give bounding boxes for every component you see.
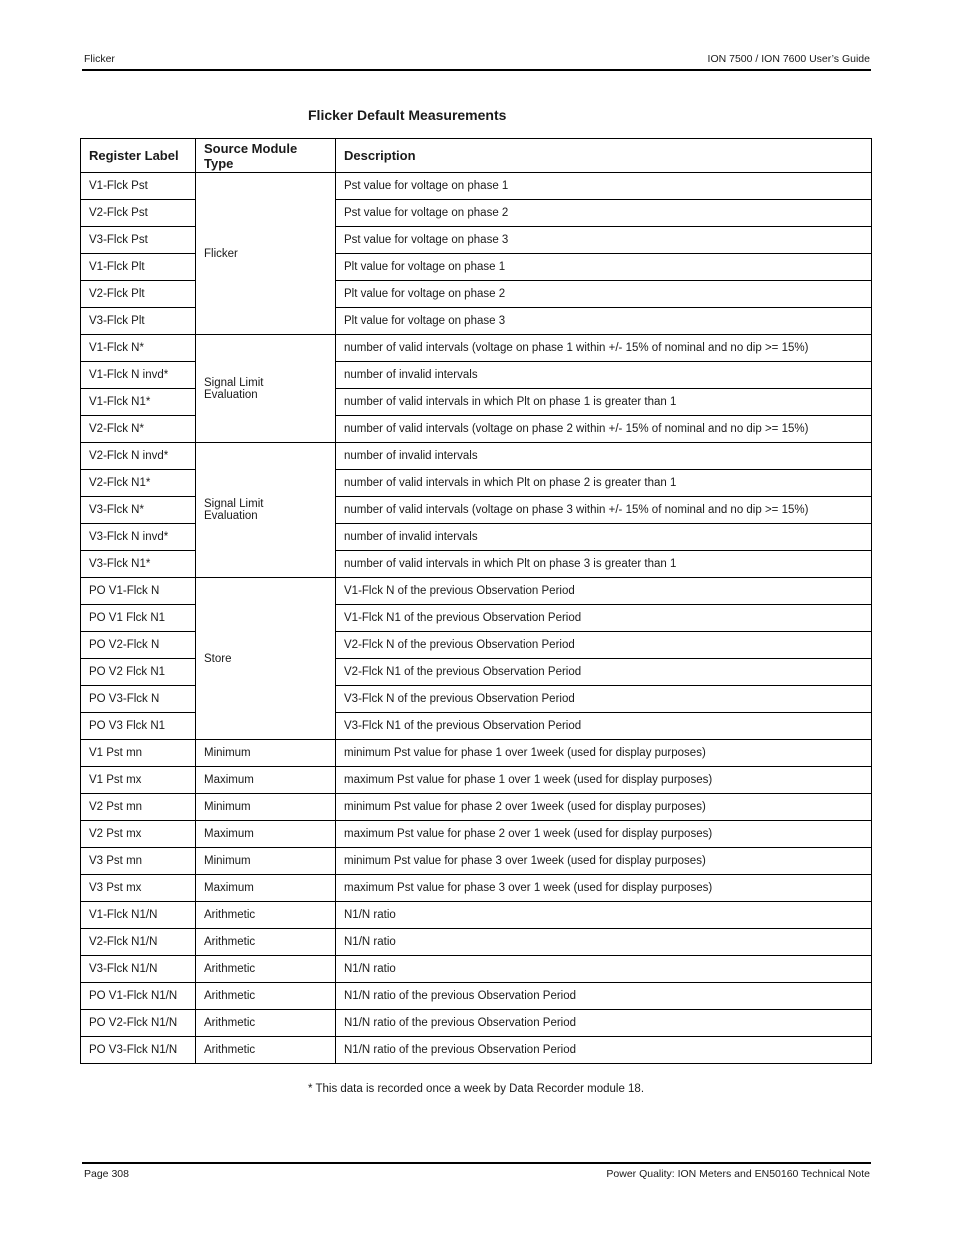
register-label-cell: V1-Flck N1* (81, 389, 196, 416)
source-module-type-cell: Signal Limit Evaluation (196, 335, 336, 443)
register-label-cell: V2 Pst mx (81, 821, 196, 848)
description-cell: N1/N ratio (336, 929, 872, 956)
description-cell: number of valid intervals (voltage on phase 3 within +/- 15% of nominal and no dip >= 15%) (336, 497, 872, 524)
register-label-cell: V3-Flck N invd* (81, 524, 196, 551)
table-row (81, 335, 872, 362)
description-cell: N1/N ratio (336, 902, 872, 929)
description-cell: Pst value for voltage on phase 3 (336, 227, 872, 254)
description-cell: N1/N ratio of the previous Observation Period (336, 1010, 872, 1037)
register-label-cell: V1-Flck Pst (81, 173, 196, 200)
description-cell: number of valid intervals in which Plt on phase 1 is greater than 1 (336, 389, 872, 416)
description-cell: minimum Pst value for phase 1 over 1week (used for display purposes) (336, 740, 872, 767)
source-module-type-cell: Maximum (196, 767, 336, 794)
description-cell: number of valid intervals in which Plt on phase 3 is greater than 1 (336, 551, 872, 578)
column-header-description: Description (336, 139, 872, 173)
source-module-type-cell: Signal Limit Evaluation (196, 443, 336, 578)
table-row (81, 902, 872, 929)
source-module-type-cell: Arithmetic (196, 1037, 336, 1064)
source-module-type-cell: Flicker (196, 173, 336, 335)
table-header-row (81, 139, 872, 173)
description-cell: V3-Flck N of the previous Observation Period (336, 686, 872, 713)
source-module-type-cell: Arithmetic (196, 983, 336, 1010)
source-module-type-cell: Maximum (196, 875, 336, 902)
table-row (81, 875, 872, 902)
register-label-cell: V3-Flck Pst (81, 227, 196, 254)
footnote: * This data is recorded once a week by Data Recorder module 18. (308, 1083, 645, 1095)
description-cell: V2-Flck N of the previous Observation Period (336, 632, 872, 659)
description-cell: N1/N ratio of the previous Observation Period (336, 983, 872, 1010)
source-module-type-cell: Minimum (196, 740, 336, 767)
register-label-cell: V3-Flck N1* (81, 551, 196, 578)
source-module-type-cell: Arithmetic (196, 1010, 336, 1037)
source-module-type-cell: Minimum (196, 794, 336, 821)
page-number: Page 308 (84, 1168, 129, 1180)
register-label-cell: V3-Flck N* (81, 497, 196, 524)
source-module-type-cell: Maximum (196, 821, 336, 848)
register-label-cell: V1 Pst mn (81, 740, 196, 767)
register-label-cell: PO V2-Flck N (81, 632, 196, 659)
description-cell: N1/N ratio of the previous Observation Period (336, 1037, 872, 1064)
description-cell: Plt value for voltage on phase 3 (336, 308, 872, 335)
register-label-cell: V1 Pst mx (81, 767, 196, 794)
table-row (81, 578, 872, 605)
description-cell: maximum Pst value for phase 2 over 1 week (used for display purposes) (336, 821, 872, 848)
source-module-type-cell: Arithmetic (196, 929, 336, 956)
table-row (81, 983, 872, 1010)
register-label-cell: V1-Flck Plt (81, 254, 196, 281)
register-label-cell: V2 Pst mn (81, 794, 196, 821)
register-label-cell: V2-Flck Plt (81, 281, 196, 308)
description-cell: number of valid intervals in which Plt on phase 2 is greater than 1 (336, 470, 872, 497)
register-label-cell: V3 Pst mn (81, 848, 196, 875)
table-row (81, 929, 872, 956)
register-label-cell: V1-Flck N invd* (81, 362, 196, 389)
description-cell: maximum Pst value for phase 3 over 1 week (used for display purposes) (336, 875, 872, 902)
register-label-cell: V3 Pst mx (81, 875, 196, 902)
table-row (81, 956, 872, 983)
description-cell: V3-Flck N1 of the previous Observation Period (336, 713, 872, 740)
register-label-cell: V3-Flck Plt (81, 308, 196, 335)
description-cell: V1-Flck N1 of the previous Observation Period (336, 605, 872, 632)
source-module-type-cell: Store (196, 578, 336, 740)
running-header-section: Flicker (84, 53, 115, 65)
column-header-source-module-type: Source Module Type (196, 139, 336, 173)
register-label-cell: PO V1-Flck N (81, 578, 196, 605)
table-row (81, 1037, 872, 1064)
table-row (81, 821, 872, 848)
register-label-cell: PO V2 Flck N1 (81, 659, 196, 686)
header-rule (82, 69, 871, 71)
register-label-cell: V1-Flck N* (81, 335, 196, 362)
description-cell: Plt value for voltage on phase 2 (336, 281, 872, 308)
register-label-cell: V2-Flck N1/N (81, 929, 196, 956)
table-body (81, 173, 872, 1064)
description-cell: number of valid intervals (voltage on phase 1 within +/- 15% of nominal and no dip >= 15%) (336, 335, 872, 362)
register-label-cell: V2-Flck N* (81, 416, 196, 443)
footer-document-title: Power Quality: ION Meters and EN50160 Technical Note (606, 1168, 870, 1180)
description-cell: minimum Pst value for phase 2 over 1week (used for display purposes) (336, 794, 872, 821)
source-module-type-cell: Arithmetic (196, 956, 336, 983)
description-cell: maximum Pst value for phase 1 over 1 week (used for display purposes) (336, 767, 872, 794)
description-cell: V1-Flck N of the previous Observation Period (336, 578, 872, 605)
table-row (81, 767, 872, 794)
table-row (81, 443, 872, 470)
register-label-cell: PO V1 Flck N1 (81, 605, 196, 632)
register-label-cell: PO V1-Flck N1/N (81, 983, 196, 1010)
table-row (81, 1010, 872, 1037)
table-row (81, 794, 872, 821)
description-cell: N1/N ratio (336, 956, 872, 983)
table-title: Flicker Default Measurements (308, 107, 507, 123)
register-label-cell: V3-Flck N1/N (81, 956, 196, 983)
description-cell: number of valid intervals (voltage on phase 2 within +/- 15% of nominal and no dip >= 15%) (336, 416, 872, 443)
description-cell: Plt value for voltage on phase 1 (336, 254, 872, 281)
description-cell: number of invalid intervals (336, 362, 872, 389)
column-header-register-label: Register Label (81, 139, 196, 173)
description-cell: V2-Flck N1 of the previous Observation Period (336, 659, 872, 686)
register-label-cell: PO V3 Flck N1 (81, 713, 196, 740)
register-label-cell: PO V3-Flck N1/N (81, 1037, 196, 1064)
register-label-cell: V2-Flck N invd* (81, 443, 196, 470)
description-cell: Pst value for voltage on phase 2 (336, 200, 872, 227)
flicker-measurements-table (80, 138, 872, 1064)
register-label-cell: PO V2-Flck N1/N (81, 1010, 196, 1037)
register-label-cell: V2-Flck Pst (81, 200, 196, 227)
footer-rule (82, 1162, 871, 1164)
table-row (81, 848, 872, 875)
running-header-guide-title: ION 7500 / ION 7600 User’s Guide (707, 53, 870, 65)
description-cell: number of invalid intervals (336, 443, 872, 470)
table-row (81, 173, 872, 200)
description-cell: minimum Pst value for phase 3 over 1week (used for display purposes) (336, 848, 872, 875)
register-label-cell: V2-Flck N1* (81, 470, 196, 497)
description-cell: Pst value for voltage on phase 1 (336, 173, 872, 200)
register-label-cell: PO V3-Flck N (81, 686, 196, 713)
source-module-type-cell: Minimum (196, 848, 336, 875)
register-label-cell: V1-Flck N1/N (81, 902, 196, 929)
description-cell: number of invalid intervals (336, 524, 872, 551)
source-module-type-cell: Arithmetic (196, 902, 336, 929)
table-row (81, 740, 872, 767)
